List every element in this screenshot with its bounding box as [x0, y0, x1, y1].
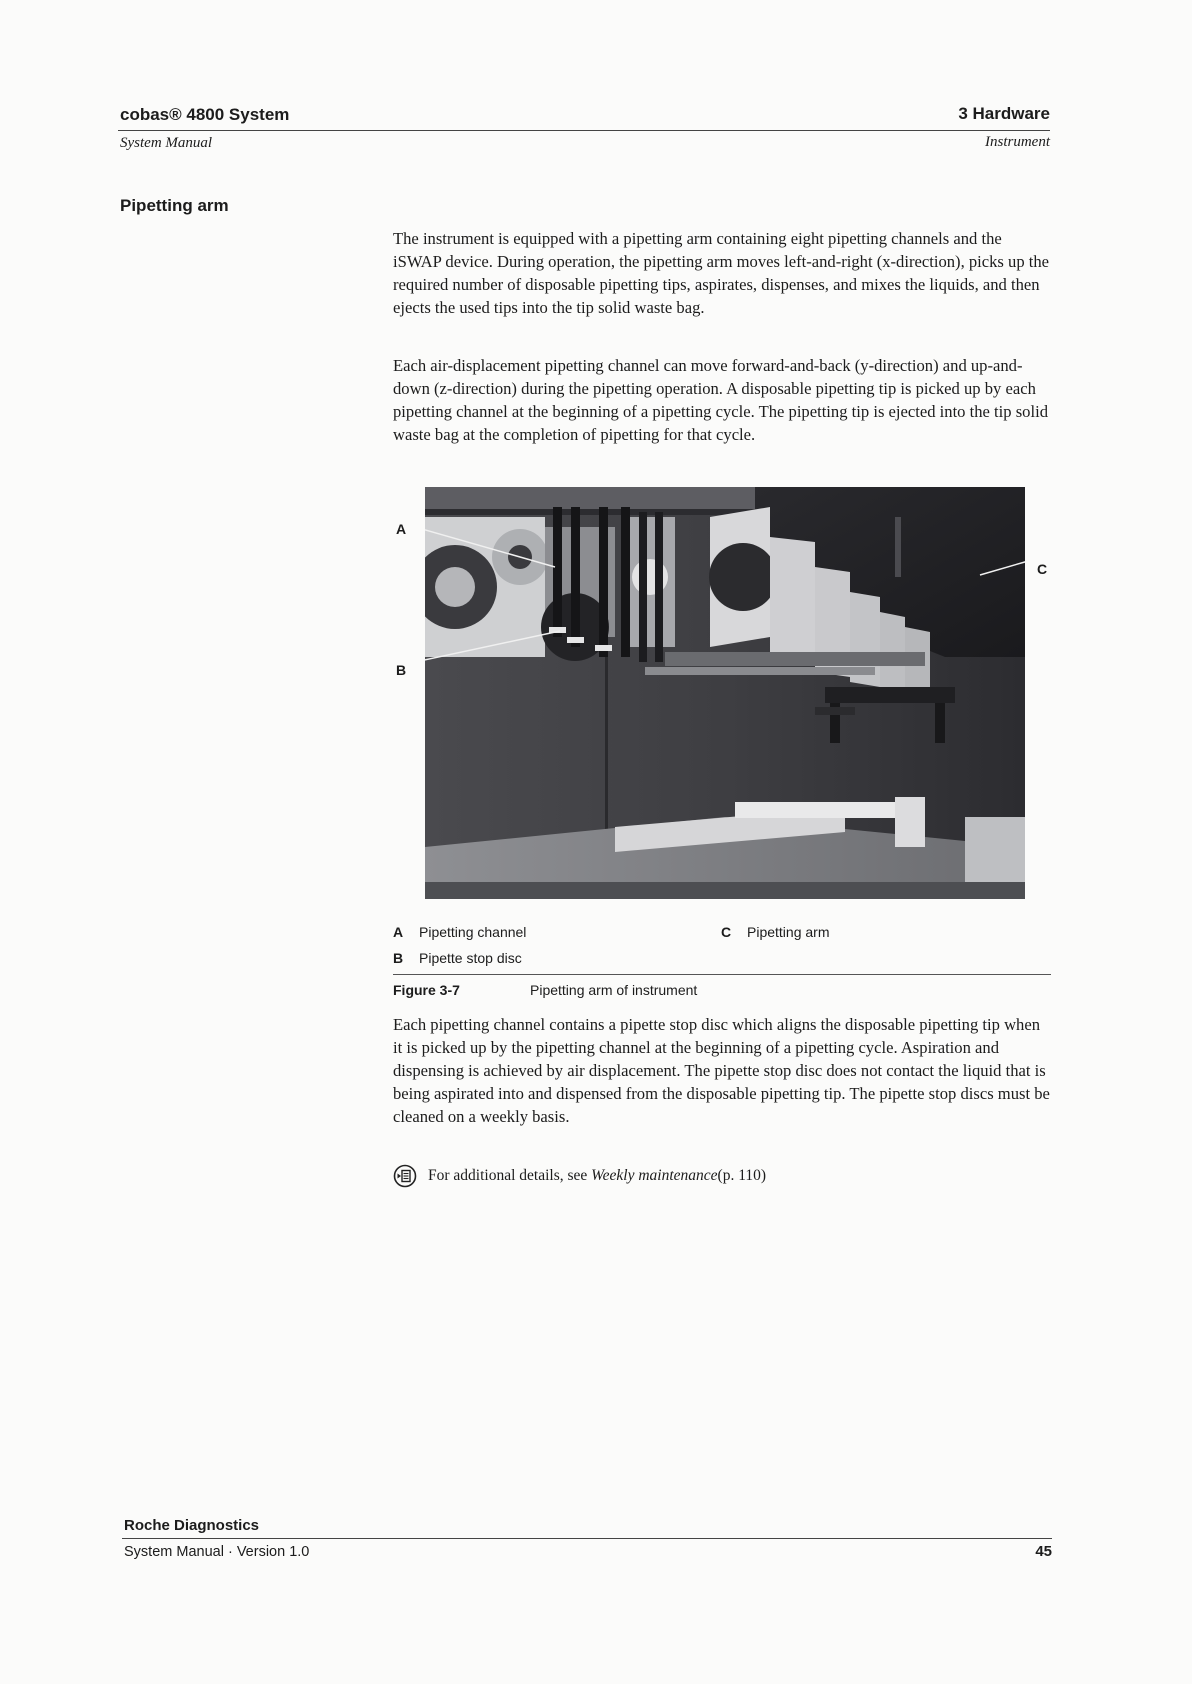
footer-page-number: 45 [1035, 1543, 1052, 1560]
header-product-title: cobas® 4800 System [120, 105, 290, 124]
figure-caption-text: Pipetting arm of instrument [530, 982, 698, 998]
legend-key: A [393, 924, 404, 940]
legend-item-a [393, 924, 526, 940]
callout-b-label: B [396, 662, 407, 678]
footer-divider [122, 1538, 1052, 1539]
footer-brand: Roche Diagnostics [124, 1517, 260, 1534]
legend-label: Pipetting channel [419, 924, 527, 940]
header-chapter-title: 3 Hardware [958, 104, 1050, 123]
cross-reference-prefix: For additional details, see [428, 1167, 588, 1184]
legend-item-c [721, 924, 829, 940]
paragraph-intro: The instrument is equipped with a pipetting arm containing eight pipetting channels and the iSWAP device. During operation, the pipetting arm moves left-and-right (x-direction), picks up the required number of disposable pipetting tips, aspirates, dispenses, and mixes the liquids, and then ejects the used tips into the tip solid waste bag. [393, 229, 1050, 317]
header-section-name: Instrument [985, 134, 1050, 150]
cross-reference-suffix: (p. 110) [717, 1167, 767, 1184]
header-manual-name: System Manual [120, 135, 213, 151]
footer-manual-version: System Manual · Version 1.0 [124, 1544, 310, 1560]
header-divider [118, 130, 1050, 131]
figure-number: Figure 3-7 [393, 982, 460, 998]
legend-label: Pipetting arm [747, 924, 830, 940]
callout-c-label: C [1037, 561, 1048, 577]
paragraph-stop-disc: Each pipetting channel contains a pipette stop disc which aligns the disposable pipetting tip when it is picked up by the pipetting channel at the beginning of a pipetting cycle. Aspiration and dispensing is achieved by air displacement. The pipette stop disc does not contact the liquid that is being aspirated into and dispensed from the disposable pipetting tip. The pipette stop discs must be cleaned on a weekly basis. [393, 1015, 1050, 1126]
figure-photo-pipetting-arm [425, 487, 1025, 899]
cross-reference-icon [393, 1164, 417, 1188]
figure-caption [393, 982, 697, 998]
section-heading: Pipetting arm [120, 196, 229, 215]
legend-item-b [393, 950, 522, 966]
figure-divider [393, 974, 1051, 975]
cross-reference-link[interactable]: Weekly maintenance [591, 1167, 718, 1184]
legend-key: B [393, 950, 404, 966]
paragraph-channels: Each air-displacement pipetting channel can move forward-and-back (y-direction) and up-and-down (z-direction) during the pipetting operation. A disposable pipetting tip is picked up by each pipetting channel at the beginning of a pipetting cycle. The pipetting tip is ejected into the tip solid waste bag at the completion of pipetting for that cycle. [393, 356, 1048, 444]
cross-reference [393, 1164, 766, 1188]
legend-label: Pipette stop disc [419, 950, 522, 966]
legend-key: C [721, 924, 732, 940]
callout-a-label: A [396, 521, 407, 537]
